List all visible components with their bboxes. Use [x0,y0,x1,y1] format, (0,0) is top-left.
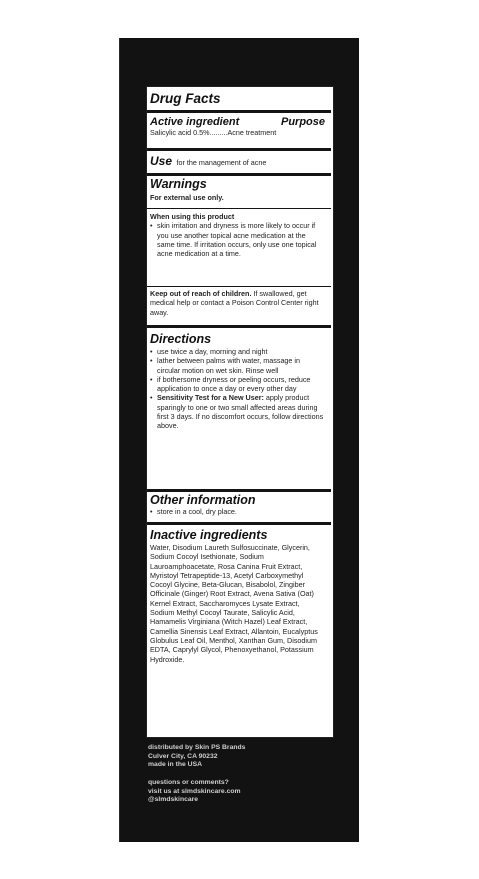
active-ingredient-label: Active ingredient [150,116,240,128]
contact-line: questions or comments? [148,779,229,786]
title-divider [147,110,331,113]
warnings-section [147,178,328,202]
directions-item: • if bothersome dryness or peeling occurs, reduce application to once a day or every other day [150,375,325,394]
external-use-text: For external use only. [150,193,224,202]
inactive-ingredients-title: Inactive ingredients [150,528,268,542]
distributor-line: distributed by Skin PS Brands [148,744,246,751]
when-using-item: • skin irritation and dryness is more likely to occur if you use another topical acne medication at the same time. If irritation occurs, only use one topical acne medication at a time. [150,221,325,258]
use-divider [147,173,331,176]
when-using-section [147,212,328,258]
contact-line: @slmdskincare [148,796,199,804]
when-using-title: When using this product [150,212,235,221]
use-label: Use [150,154,173,168]
active-ingredient-line: Salicylic acid 0.5%.........Acne treatment [150,128,277,137]
directions-item: • lather between palms with water, massage in circular motion on wet skin. Rinse well [150,356,325,375]
drug-facts-title: Drug Facts [150,91,221,106]
warnings-thin-divider [147,208,331,209]
keep-out-text: If swallowed, get medical help or contact a Poison Control Center right away. [150,289,319,317]
inactive-ingredients-section [147,529,328,664]
sensitivity-bold: Sensitivity Test for a New User: [157,393,264,403]
directions-title: Directions [150,332,212,346]
active-divider [147,148,331,151]
other-information-title: Other information [150,493,256,507]
contact-info [148,779,241,805]
active-ingredient-section [147,116,328,137]
distributor-line: made in the USA [148,761,203,769]
other-information-item: • store in a cool, dry place. [150,507,325,516]
warnings-title: Warnings [150,177,207,191]
use-section [147,152,328,170]
purpose-label: Purpose [280,116,325,128]
when-using-divider [147,286,331,287]
directions-section [147,333,328,431]
inactive-ingredients-text: Water, Disodium Laureth Sulfosuccinate, Glycerin, Sodium Cocoyl Isethionate, Sodium Lauroamphoacetate, Rosa Canina Fruit Extract, Myristoyl Tetrapeptide-13, Acetyl Carboxymethyl Cocoyl Glycine, Beta-Glucan, Bisabolol, Zingiber Officinale (Ginger) Root Extract, Avena Sativa (Oat) Kernel Extract, Saccharomyces Lysate Extract, Sodium Methyl Cocoyl Taurate, Salicylic Acid, Hamamelis Virginiana (Witch Hazel) Leaf Extract, Camellia Sinensis Leaf Extract, Allantoin, Eucalyptus Globulus Leaf Oil, Menthol, Xanthan Gum, Disodium EDTA, Caprylyl Glycol, Phenoxyethanol, Potassium Hydroxide. [150,543,318,664]
keep-out-bold: Keep out of reach of children. [150,289,252,298]
drug-facts-title-block [147,91,328,106]
distributor-line: Culver City, CA 90232 [148,752,218,760]
use-text: for the management of acne [176,158,267,167]
other-info-divider [147,522,331,525]
contact-line: visit us at slmdskincare.com [148,787,241,795]
directions-divider [147,489,331,492]
other-information-section [147,494,328,516]
sensitivity-test-item [150,393,325,430]
directions-item: • use twice a day, morning and night [150,347,325,356]
keep-out-section [147,289,328,317]
sensitivity-text: apply product sparingly to one or two small affected areas during first 3 days. If no discomfort occurs, follow directions above. [157,393,324,431]
distributor-info [148,744,245,770]
warnings-divider [147,325,331,328]
